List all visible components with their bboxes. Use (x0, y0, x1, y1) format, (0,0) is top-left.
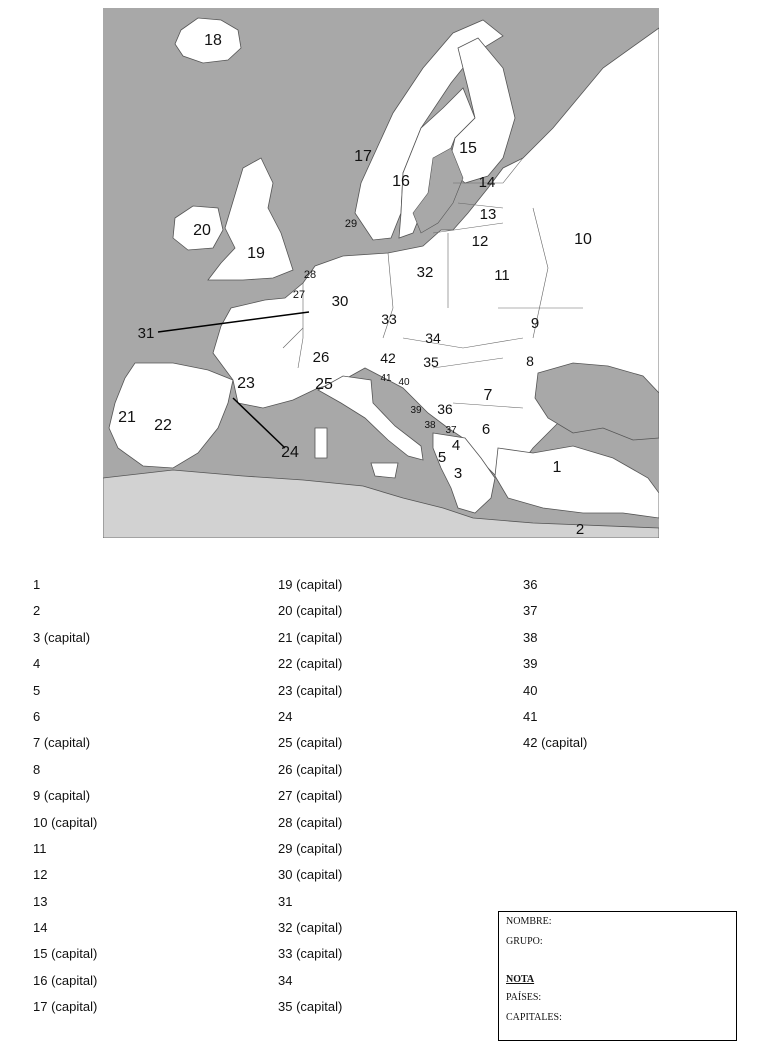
map-label: 29 (344, 218, 358, 230)
map-label: 34 (425, 330, 441, 346)
answer-line: 9 (capital) (33, 788, 91, 804)
map-label: 13 (479, 206, 497, 223)
answer-line: 25 (capital) (278, 735, 343, 751)
map-label: 23 (237, 375, 255, 392)
map-label: 17 (354, 148, 372, 165)
paises-label: PAÍSES: (506, 992, 542, 1003)
answer-line: 33 (capital) (278, 946, 343, 962)
answer-line: 34 (278, 972, 293, 988)
answer-line: 19 (capital) (278, 577, 343, 592)
answer-line: 6 (33, 708, 41, 724)
map-label: 3 (453, 465, 463, 482)
answer-line: 14 (33, 920, 48, 936)
answer-line: 30 (capital) (278, 867, 343, 883)
map-label: 11 (494, 267, 510, 284)
map-label: 7 (483, 387, 493, 404)
map-label: 25 (315, 376, 333, 393)
answer-column-1 (33, 577, 97, 1026)
map-label: 2 (575, 521, 585, 538)
map-label: 14 (478, 174, 496, 191)
map-label: 16 (392, 173, 410, 190)
answer-line: 16 (capital) (33, 972, 98, 988)
answer-column-3 (523, 577, 587, 762)
answer-line: 28 (capital) (278, 814, 343, 830)
answer-line: 32 (capital) (278, 920, 343, 936)
answer-line: 11 (33, 840, 47, 856)
europe-map-svg (103, 8, 659, 538)
map-label: 37 (445, 425, 457, 436)
answer-line: 26 (capital) (278, 761, 343, 777)
answer-column-2 (278, 577, 342, 1026)
answer-line: 40 (523, 682, 538, 698)
map-label: 39 (410, 405, 422, 416)
map-label: 33 (381, 311, 397, 327)
map-label: 30 (331, 293, 349, 310)
map-label: 42 (380, 350, 396, 366)
map-label: 12 (471, 233, 489, 250)
answer-line: 42 (capital) (523, 735, 588, 751)
answer-line: 27 (capital) (278, 788, 343, 804)
answer-line: 22 (capital) (278, 656, 343, 672)
answer-line: 1 (33, 577, 41, 592)
map-label: 9 (530, 315, 540, 332)
answer-line: 20 (capital) (278, 603, 343, 619)
map-label: 36 (437, 401, 453, 417)
map-label: 1 (552, 459, 562, 476)
sicily-shape (371, 463, 398, 478)
map-label: 27 (292, 289, 306, 301)
answer-line: 10 (capital) (33, 814, 98, 830)
answer-line: 13 (33, 893, 48, 909)
map-label: 28 (303, 269, 317, 281)
map-label: 15 (459, 140, 477, 157)
answer-line: 15 (capital) (33, 946, 98, 962)
map-label: 6 (481, 421, 491, 438)
map-label: 4 (451, 437, 461, 454)
answer-line: 12 (33, 867, 48, 883)
answer-line: 7 (capital) (33, 735, 91, 751)
map-label: 18 (204, 32, 222, 49)
map-label: 21 (118, 409, 136, 426)
answer-line: 31 (278, 893, 293, 909)
answer-line: 36 (523, 577, 538, 592)
map-label: 40 (398, 377, 410, 388)
map-label: 22 (154, 417, 172, 434)
map-label: 20 (193, 222, 211, 239)
answer-line: 8 (33, 761, 41, 777)
nota-heading: NOTA (506, 974, 535, 985)
nombre-label: NOMBRE: (506, 916, 552, 927)
answer-line: 41 (523, 708, 538, 724)
sardinia-shape (315, 428, 327, 458)
grade-box (498, 911, 737, 1041)
map-label: 19 (247, 245, 265, 262)
map-label: 38 (424, 420, 436, 431)
map-label: 5 (437, 449, 447, 466)
answer-line: 17 (capital) (33, 999, 98, 1015)
map-label: 32 (416, 264, 434, 281)
grupo-label: GRUPO: (506, 936, 543, 947)
answer-line: 4 (33, 656, 41, 672)
map-label: 26 (312, 349, 330, 366)
map-label: 8 (526, 353, 534, 369)
map-label: 31 (137, 325, 155, 342)
answer-line: 23 (capital) (278, 682, 343, 698)
answer-line: 39 (523, 656, 538, 672)
answer-line: 21 (capital) (278, 629, 343, 645)
map-label: 41 (380, 373, 392, 384)
capitales-label: CAPITALES: (506, 1012, 562, 1023)
answer-line: 5 (33, 682, 41, 698)
answer-line: 35 (capital) (278, 999, 343, 1015)
answer-line: 29 (capital) (278, 840, 343, 856)
answer-line: 2 (33, 603, 41, 619)
europe-map (103, 8, 659, 538)
answer-line: 3 (capital) (33, 629, 91, 645)
answer-line: 37 (523, 603, 538, 619)
answer-line: 38 (523, 629, 538, 645)
map-label: 24 (281, 444, 299, 461)
map-label: 35 (423, 354, 439, 370)
answer-line: 24 (278, 708, 293, 724)
map-label: 10 (574, 231, 592, 248)
